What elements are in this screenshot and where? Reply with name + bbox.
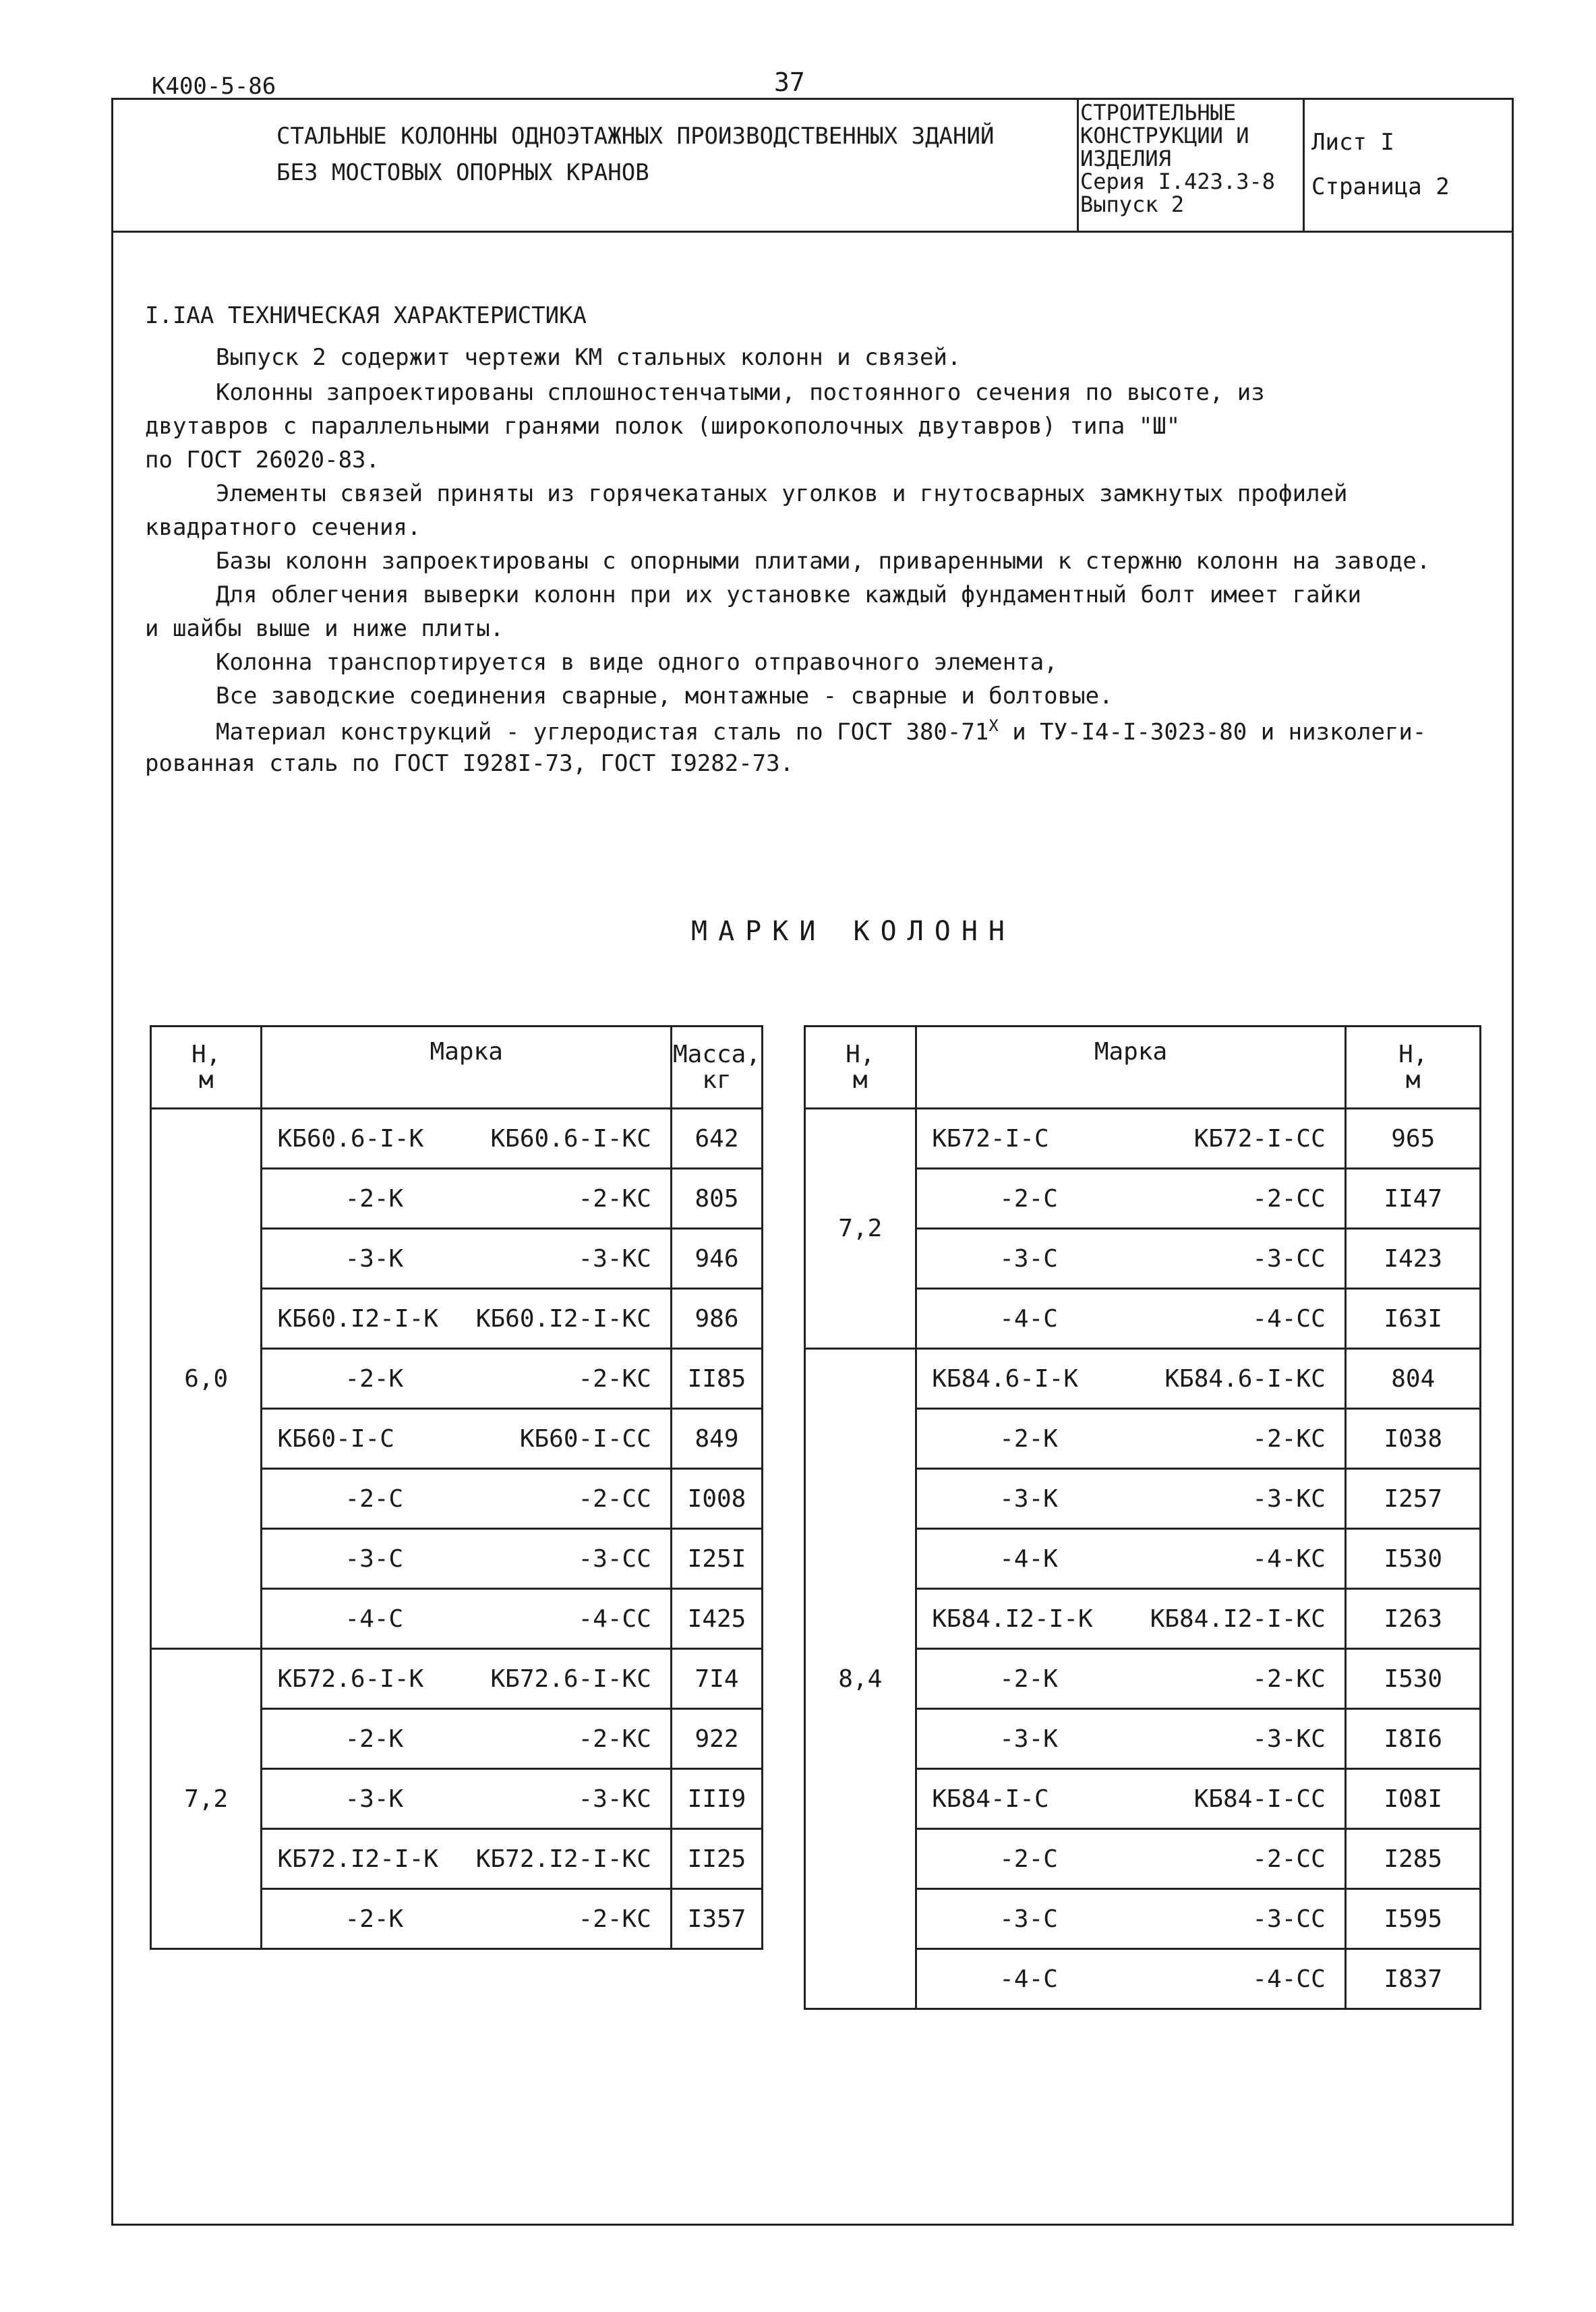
paragraph: Элементы связей приняты из горячекатаных уголков и гнутосварных замкнутых профилей <box>216 480 1348 507</box>
mass-cell: 7I4 <box>671 1649 762 1709</box>
section-heading: I.IАА ТЕХНИЧЕСКАЯ ХАРАКТЕРИСТИКА <box>145 302 587 329</box>
header-text: Масса, <box>672 1040 761 1068</box>
mark-cell <box>916 1709 1346 1769</box>
header-text: Н, <box>846 1040 875 1068</box>
mark-cell <box>916 1349 1346 1409</box>
paragraph <box>216 716 1426 745</box>
mark-cell <box>262 1349 672 1409</box>
header-mark <box>916 1027 1346 1109</box>
mark-ks: -2-СС <box>1252 1845 1326 1873</box>
mark-k: КБ72.I2-I-К <box>277 1845 438 1873</box>
mark-ks: -3-СС <box>1252 1905 1326 1933</box>
mark-cell <box>916 1169 1346 1229</box>
height-cell: 6,0 <box>151 1109 262 1649</box>
mass-cell: 849 <box>671 1409 762 1469</box>
mass-cell: I63I <box>1346 1289 1481 1349</box>
mark-ks: -2-СС <box>1252 1184 1326 1213</box>
mark-ks: КБ60.I2-I-КС <box>475 1304 651 1333</box>
mass-cell: I595 <box>1346 1889 1481 1949</box>
mark-cell <box>916 1769 1346 1829</box>
mark-cell <box>262 1409 672 1469</box>
mark-cell <box>916 1469 1346 1529</box>
table-header-row <box>805 1027 1481 1109</box>
mark-cell <box>262 1589 672 1649</box>
mark-k: КБ72-I-С <box>932 1124 1049 1153</box>
stamp-line: СТРОИТЕЛЬНЫЕ <box>1080 100 1237 125</box>
mass-cell: I038 <box>1346 1409 1481 1469</box>
mark-k: КБ60-I-С <box>277 1424 394 1453</box>
mark-cell <box>916 1949 1346 2009</box>
mark-k: -2-С <box>345 1484 404 1513</box>
paragraph: Колонна транспортируется в виде одного отправочного элемента, <box>216 649 1058 676</box>
mark-k: -3-К <box>999 1484 1058 1513</box>
mark-ks: -4-СС <box>1252 1304 1326 1333</box>
mark-k: -4-К <box>999 1544 1058 1573</box>
mark-ks: -2-КС <box>578 1905 651 1933</box>
stamp-line: ИЗДЕЛИЯ <box>1080 146 1171 171</box>
marks-heading: МАРКИ КОЛОНН <box>691 916 1015 947</box>
mass-cell: II85 <box>671 1349 762 1409</box>
mark-k: КБ84.6-I-К <box>932 1364 1078 1393</box>
mass-cell: I423 <box>1346 1229 1481 1289</box>
title-block-divider <box>1077 98 1079 233</box>
mark-ks: КБ84.I2-I-КС <box>1150 1605 1326 1633</box>
stamp-line: Серия I.423.3-8 <box>1080 169 1275 194</box>
mark-cell <box>916 1289 1346 1349</box>
stamp-line: Выпуск 2 <box>1080 192 1185 217</box>
mass-cell: III9 <box>671 1769 762 1829</box>
mark-k: -2-К <box>345 1905 404 1933</box>
paragraph-cont: квадратного сечения. <box>145 514 421 541</box>
header-unit: м <box>852 1066 868 1094</box>
mark-k: -3-К <box>345 1244 404 1273</box>
mark-ks: -2-КС <box>578 1725 651 1753</box>
paragraph: Выпуск 2 содержит чертежи КМ стальных колонн и связей. <box>216 344 962 371</box>
header-text: Марка <box>430 1038 503 1066</box>
mark-k: -3-С <box>999 1244 1058 1273</box>
mass-cell: 965 <box>1346 1109 1481 1169</box>
mark-cell <box>916 1649 1346 1709</box>
mark-ks: КБ84-I-СС <box>1193 1785 1326 1813</box>
mark-k: -3-С <box>999 1905 1058 1933</box>
superscript: X <box>988 716 999 735</box>
mark-k: -2-К <box>345 1364 404 1393</box>
height-cell: 7,2 <box>805 1109 916 1349</box>
mark-k: -2-С <box>999 1845 1058 1873</box>
mark-ks: -3-КС <box>578 1244 651 1273</box>
header-text: Марка <box>1094 1038 1168 1066</box>
mark-ks: -4-СС <box>1252 1965 1326 1993</box>
mark-ks: КБ84.6-I-КС <box>1164 1364 1326 1393</box>
mark-ks: -3-КС <box>1252 1725 1326 1753</box>
paragraph: Базы колонн запроектированы с опорными плитами, приваренными к стержню колонн на заводе. <box>216 548 1431 575</box>
mark-ks: КБ72.6-I-КС <box>490 1665 651 1693</box>
marks-table-left <box>150 1025 763 1950</box>
header-mark <box>262 1027 672 1109</box>
mark-ks: -2-КС <box>578 1364 651 1393</box>
mark-ks: -4-КС <box>1252 1544 1326 1573</box>
mass-cell: I530 <box>1346 1529 1481 1589</box>
mark-k: -2-К <box>999 1424 1058 1453</box>
mark-ks: -3-КС <box>578 1785 651 1813</box>
paragraph: Все заводские соединения сварные, монтажные - сварные и болтовые. <box>216 683 1113 710</box>
mass-cell: I8I6 <box>1346 1709 1481 1769</box>
paragraph-cont: по ГОСТ 26020-83. <box>145 446 380 473</box>
mass-cell: 642 <box>671 1109 762 1169</box>
header-unit: кг <box>702 1066 732 1094</box>
mark-cell <box>262 1289 672 1349</box>
mass-cell: I257 <box>1346 1469 1481 1529</box>
paragraph: Для облегчения выверки колонн при их установке каждый фундаментный болт имеет гайки <box>216 581 1361 608</box>
mark-cell <box>262 1529 672 1589</box>
mark-k: -2-К <box>345 1184 404 1213</box>
mark-cell <box>262 1889 672 1949</box>
mark-ks: КБ60-I-СС <box>519 1424 651 1453</box>
header-text: Н, <box>191 1040 221 1068</box>
mass-cell: I008 <box>671 1469 762 1529</box>
mark-ks: -3-КС <box>1252 1484 1326 1513</box>
mark-ks: КБ60.6-I-КС <box>490 1124 651 1153</box>
table-row <box>805 1109 1481 1169</box>
mark-k: КБ84-I-С <box>932 1785 1049 1813</box>
mark-cell <box>916 1529 1346 1589</box>
mark-cell <box>262 1649 672 1709</box>
mark-ks: КБ72.I2-I-КС <box>475 1845 651 1873</box>
table-row <box>151 1109 763 1169</box>
document-title <box>276 118 994 191</box>
mark-ks: -2-КС <box>1252 1665 1326 1693</box>
title-line: БЕЗ МОСТОВЫХ ОПОРНЫХ КРАНОВ <box>276 159 649 186</box>
sheet-number: Лист I <box>1311 129 1394 156</box>
mass-cell: I285 <box>1346 1829 1481 1889</box>
mark-cell <box>916 1889 1346 1949</box>
mark-k: -2-К <box>345 1725 404 1753</box>
mark-cell <box>262 1109 672 1169</box>
mark-k: -2-К <box>999 1665 1058 1693</box>
mark-cell <box>916 1589 1346 1649</box>
mass-cell: 986 <box>671 1289 762 1349</box>
mark-cell <box>262 1829 672 1889</box>
mass-cell: 922 <box>671 1709 762 1769</box>
mark-k: -3-К <box>345 1785 404 1813</box>
mark-k: -4-С <box>345 1605 404 1633</box>
mark-ks: -4-СС <box>578 1605 651 1633</box>
mass-cell: I263 <box>1346 1589 1481 1649</box>
mass-cell: I837 <box>1346 1949 1481 2009</box>
header-mass <box>671 1027 762 1109</box>
mark-cell <box>916 1109 1346 1169</box>
mass-cell: I530 <box>1346 1649 1481 1709</box>
series-stamp <box>1080 101 1275 216</box>
mark-cell <box>262 1169 672 1229</box>
mark-ks: -2-КС <box>578 1184 651 1213</box>
height-cell: 7,2 <box>151 1649 262 1949</box>
mark-k: КБ60.6-I-К <box>277 1124 424 1153</box>
paragraph-cont: двутавров с параллельными гранями полок (широкополочных двутавров) типа "Ш" <box>145 413 1181 440</box>
table-row <box>151 1649 763 1709</box>
mark-cell <box>916 1409 1346 1469</box>
mark-cell <box>262 1709 672 1769</box>
mark-k: -2-С <box>999 1184 1058 1213</box>
mark-k: -3-С <box>345 1544 404 1573</box>
header-text: Н, <box>1398 1040 1428 1068</box>
mark-ks: -3-СС <box>578 1544 651 1573</box>
mass-cell: 805 <box>671 1169 762 1229</box>
mark-ks: -2-КС <box>1252 1424 1326 1453</box>
marks-table-right <box>804 1025 1481 2010</box>
height-cell: 8,4 <box>805 1349 916 2009</box>
stamp-line: КОНСТРУКЦИИ И <box>1080 123 1249 148</box>
sheet-page: Страница 2 <box>1311 173 1450 200</box>
title-line: СТАЛЬНЫЕ КОЛОННЫ ОДНОЭТАЖНЫХ ПРОИЗВОДСТВЕННЫХ ЗДАНИЙ <box>276 123 995 150</box>
mark-k: -4-С <box>999 1304 1058 1333</box>
mark-cell <box>916 1229 1346 1289</box>
mark-cell <box>262 1469 672 1529</box>
header-h <box>151 1027 262 1109</box>
mass-cell: I425 <box>671 1589 762 1649</box>
mass-cell: I25I <box>671 1529 762 1589</box>
paragraph-cont: и шайбы выше и ниже плиты. <box>145 615 504 642</box>
paragraph-cont: рованная сталь по ГОСТ I928I-73, ГОСТ I9282-73. <box>145 750 794 777</box>
mark-ks: -2-СС <box>578 1484 651 1513</box>
mark-ks: -3-СС <box>1252 1244 1326 1273</box>
mark-k: -3-К <box>999 1725 1058 1753</box>
table-row <box>805 1349 1481 1409</box>
mass-cell: I08I <box>1346 1769 1481 1829</box>
header-h <box>805 1027 916 1109</box>
mark-cell <box>916 1829 1346 1889</box>
mark-cell <box>262 1229 672 1289</box>
header-mass <box>1346 1027 1481 1109</box>
sheet-info <box>1311 120 1450 209</box>
document-code: К400-5-86 <box>152 73 276 100</box>
mass-cell: 804 <box>1346 1349 1481 1409</box>
mass-cell: II47 <box>1346 1169 1481 1229</box>
mass-cell: II25 <box>671 1829 762 1889</box>
mark-k: КБ60.I2-I-К <box>277 1304 438 1333</box>
table-header-row <box>151 1027 763 1109</box>
header-unit: м <box>198 1066 214 1094</box>
mark-k: -4-С <box>999 1965 1058 1993</box>
mass-cell: 946 <box>671 1229 762 1289</box>
mark-k: КБ72.6-I-К <box>277 1665 424 1693</box>
title-block-divider <box>1303 98 1305 233</box>
page-number: 37 <box>774 67 805 97</box>
mass-cell: I357 <box>671 1889 762 1949</box>
header-unit: м <box>1405 1066 1421 1094</box>
mark-ks: КБ72-I-СС <box>1193 1124 1326 1153</box>
mark-k: КБ84.I2-I-К <box>932 1605 1093 1633</box>
paragraph: Колонны запроектированы сплошностенчатыми, постоянного сечения по высоте, из <box>216 379 1265 406</box>
mark-cell <box>262 1769 672 1829</box>
material-text: и ТУ-I4-I-3023-80 и низколеги- <box>998 718 1427 746</box>
material-text: Материал конструкций - углеродистая сталь по ГОСТ 380-71 <box>216 718 989 746</box>
